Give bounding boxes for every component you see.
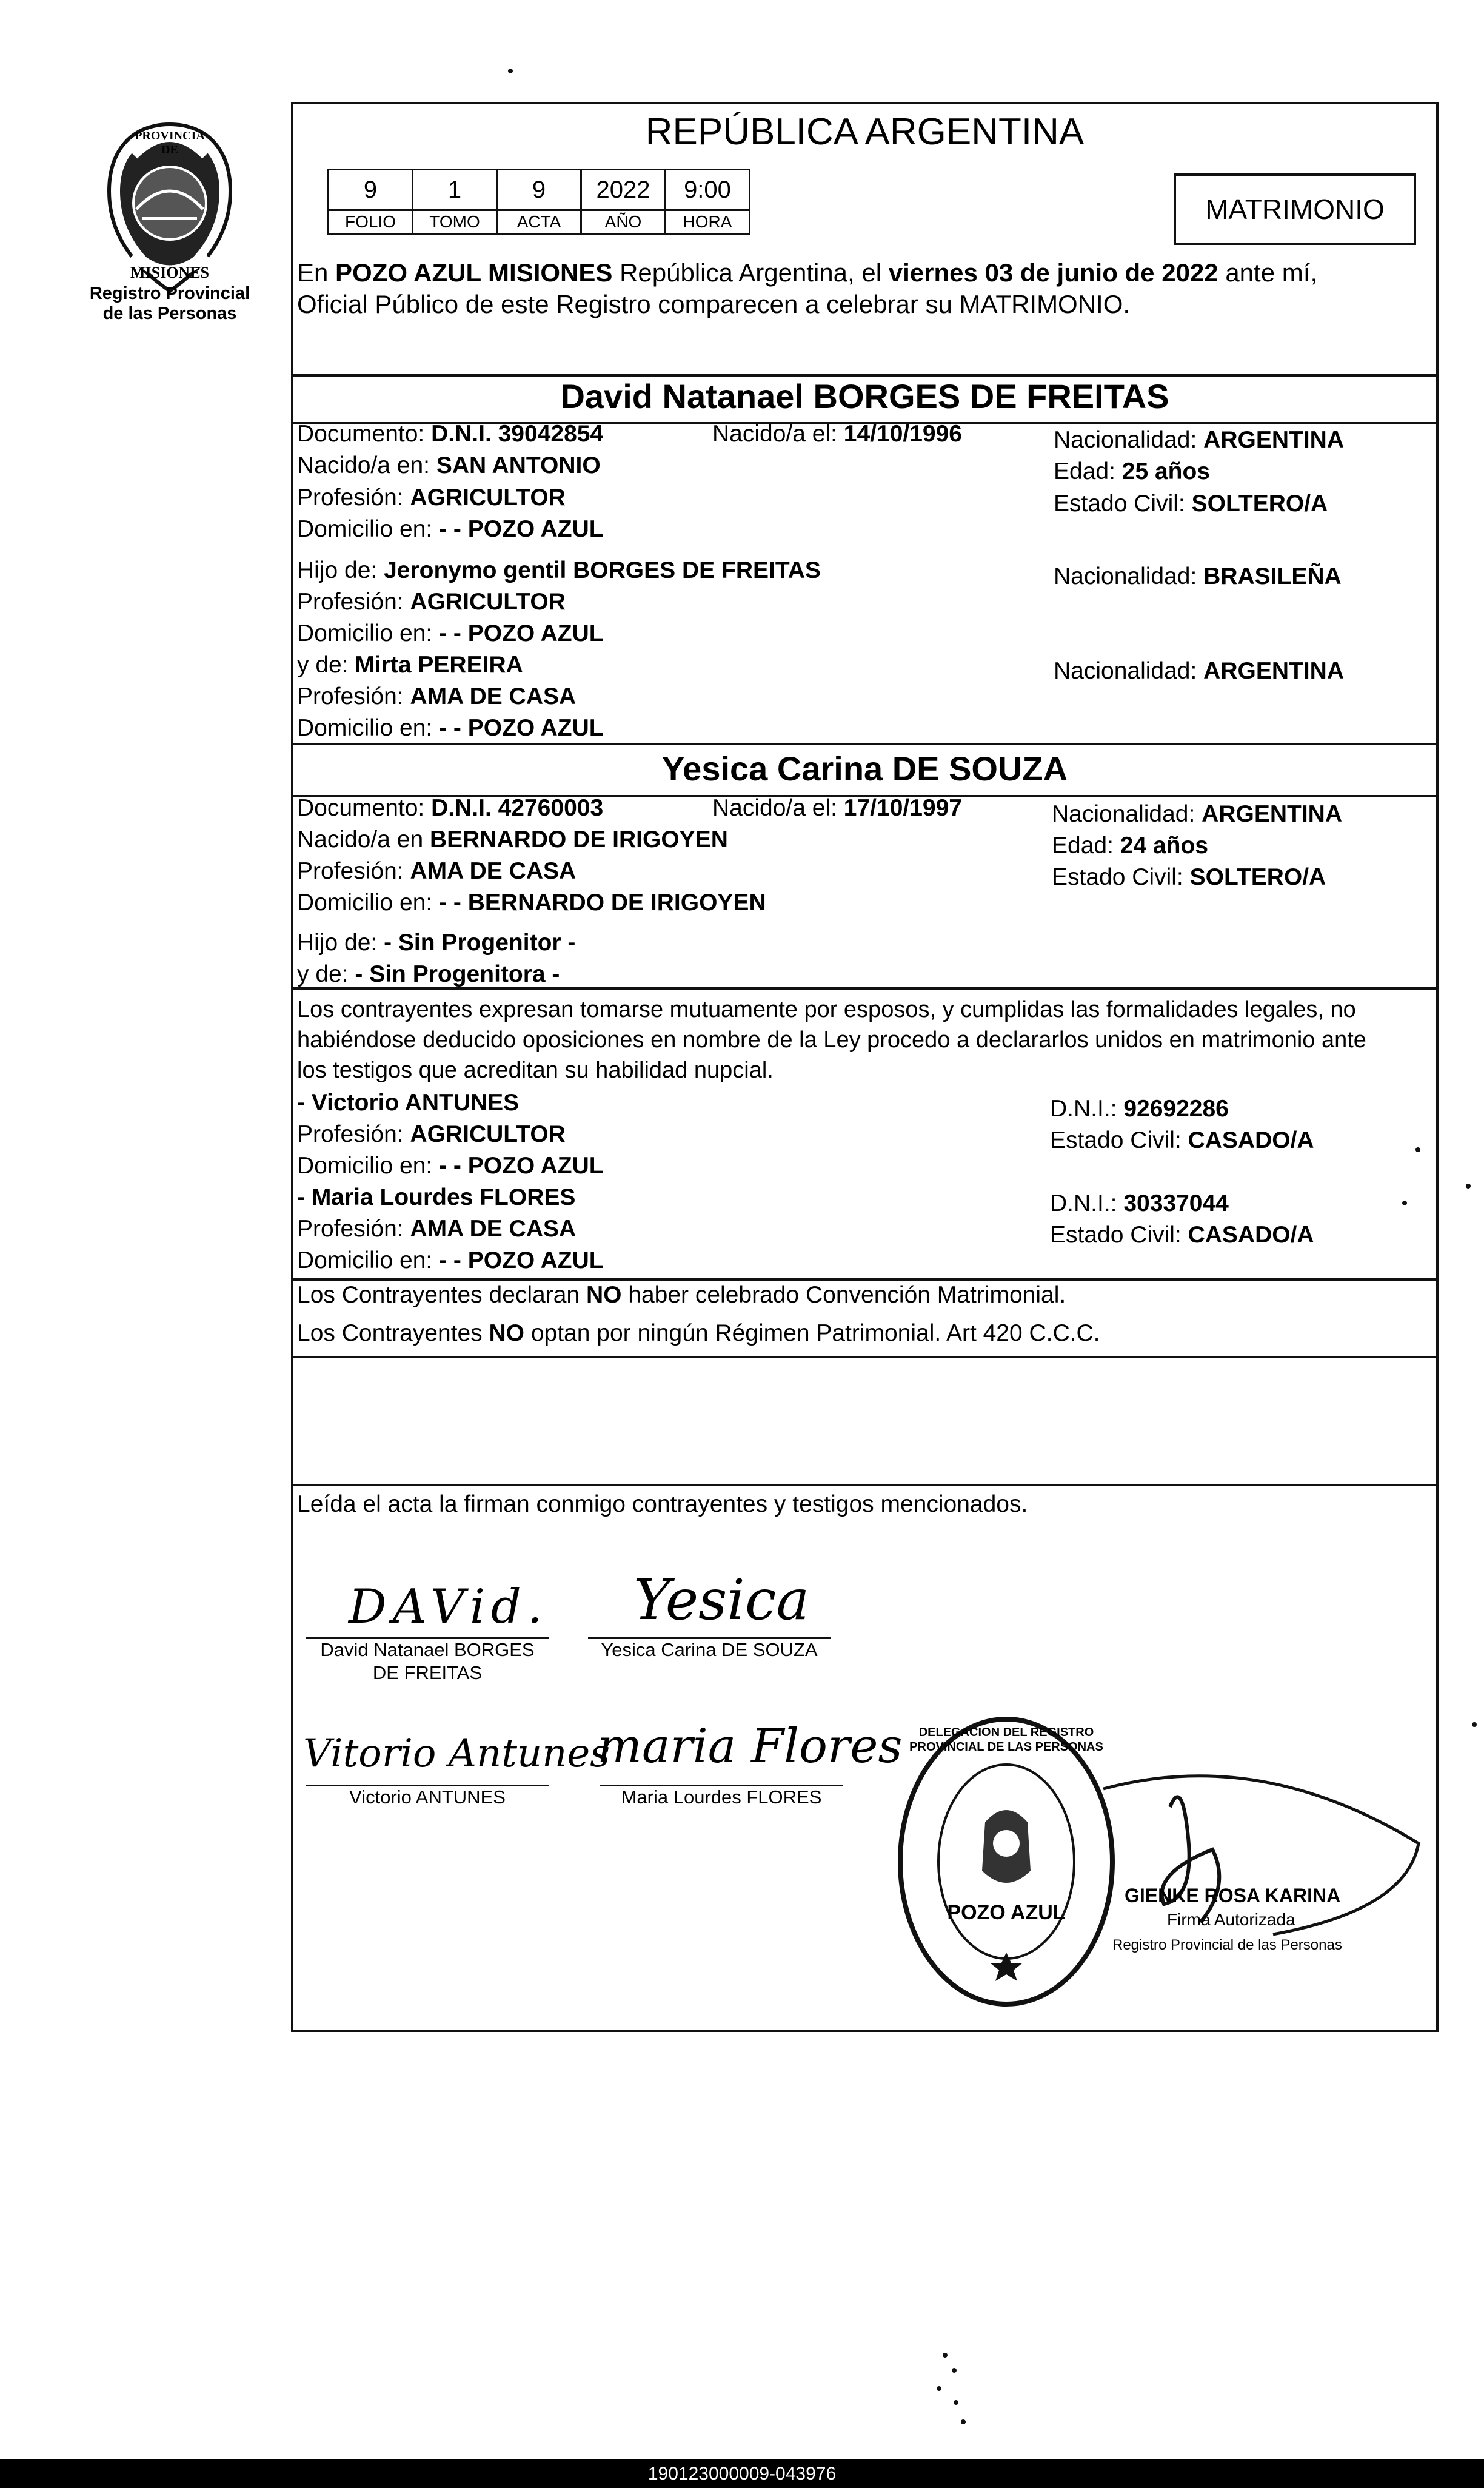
divider [291,374,1439,377]
folio-value: 9 [329,170,413,210]
spouse2-prof: Profesión: AMA DE CASA [297,858,577,884]
regime-line1: Los Contrayentes declaran NO haber celebrado Convención Matrimonial. [297,1282,1066,1308]
spouse1-civil: Estado Civil: SOLTERO/A [1054,491,1328,517]
seal-text-bottom: MISIONES [130,264,210,281]
scan-speck [508,69,513,73]
witness1-addr: Domicilio en: - - POZO AZUL [297,1153,604,1179]
acta-label: ACTA [497,210,581,234]
closing-text: Leída el acta la firman conmigo contrayentes y testigos mencionados. [297,1491,1028,1517]
signature-victorio-scribble: Vitorio Antunes [303,1731,610,1776]
regime-line2: Los Contrayentes NO optan por ningún Régimen Patrimonial. Art 420 C.C.C. [297,1320,1100,1346]
spouse1-mother: y de: Mirta PEREIRA [297,652,523,678]
intro-line2: Oficial Público de este Registro comparecen a celebrar su MATRIMONIO. [297,290,1131,318]
spouse1-father-prof: Profesión: AGRICULTOR [297,589,566,615]
spouse2-nat: Nacionalidad: ARGENTINA [1052,801,1343,827]
doc-type-box: MATRIMONIO [1174,173,1416,245]
divider [291,1278,1439,1281]
intro-place: POZO AZUL MISIONES [335,258,613,287]
scan-speck [961,2419,966,2424]
spouse1-age: Edad: 25 años [1054,458,1211,485]
official-org: Registro Provincial de las Personas [1112,1937,1342,1953]
footer-code: 190123000009-043976 [0,2459,1484,2488]
spouse1-doc: Documento: D.N.I. 39042854 [297,421,604,447]
registry-label-line2: de las Personas [102,304,237,323]
signature-david-label1: David Natanael BORGES [320,1639,535,1660]
stamp-ring-text: DELEGACION DEL REGISTRO PROVINCIAL DE LAS PERSONAS [909,1726,1103,1754]
divider [291,1356,1439,1358]
witness1-dni: D.N.I.: 92692286 [1050,1096,1229,1122]
hora-value: 9:00 [666,170,750,210]
spouse1-father-nat: Nacionalidad: BRASILEÑA [1054,563,1342,589]
spouse2-mother: y de: - Sin Progenitora - [297,961,560,987]
seal-text-top: PROVINCIA DE [135,129,205,156]
witness1-prof: Profesión: AGRICULTOR [297,1121,566,1147]
intro-paragraph [297,257,1437,320]
scan-speck [1466,1184,1471,1189]
official-name: GIENKE ROSA KARINA [1125,1885,1341,1906]
registry-stamp-icon [894,1713,1118,2010]
witness2-civil: Estado Civil: CASADO/A [1050,1222,1314,1248]
ano-label: AÑO [581,210,666,234]
registry-stamp [894,1713,1118,2010]
witness2-dni: D.N.I.: 30337044 [1050,1190,1229,1216]
spouse2-born: Nacido/a el: 17/10/1997 [712,795,962,821]
witness2-name: - Maria Lourdes FLORES [297,1184,576,1210]
hora-label: HORA [666,210,750,234]
stamp-center-text: POZO AZUL [947,1901,1066,1924]
official-role: Firma Autorizada [1167,1910,1295,1929]
scan-speck [1415,1147,1420,1152]
record-fields-table [327,169,750,235]
spouse1-addr: Domicilio en: - - POZO AZUL [297,516,604,542]
spouse2-addr: Domicilio en: - - BERNARDO DE IRIGOYEN [297,890,766,916]
country-title: REPÚBLICA ARGENTINA [645,111,1085,153]
spouse2-name: Yesica Carina DE SOUZA [661,749,1068,788]
spouse1-birthplace: Nacido/a en: SAN ANTONIO [297,452,601,478]
registry-label [67,284,273,324]
tomo-value: 1 [413,170,497,210]
signature-david-label2: DE FREITAS [372,1662,483,1683]
divider [291,1484,1439,1486]
scan-speck [937,2386,941,2391]
signature-maria-label: Maria Lourdes FLORES [621,1786,822,1808]
tomo-label: TOMO [413,210,497,234]
spouse1-name: David Natanael BORGES DE FREITAS [560,377,1169,415]
witness2-addr: Domicilio en: - - POZO AZUL [297,1247,604,1273]
scan-speck [954,2400,958,2405]
spouse2-age: Edad: 24 años [1052,833,1209,859]
spouse1-mother-addr: Domicilio en: - - POZO AZUL [297,715,604,741]
spouse2-doc: Documento: D.N.I. 42760003 [297,795,604,821]
scan-speck [952,2368,957,2373]
divider [291,743,1439,745]
folio-label: FOLIO [329,210,413,234]
signature-victorio-label: Victorio ANTUNES [349,1786,506,1808]
witness2-prof: Profesión: AMA DE CASA [297,1216,577,1242]
spouse1-father-addr: Domicilio en: - - POZO AZUL [297,620,604,646]
spouse1-nat: Nacionalidad: ARGENTINA [1054,427,1345,453]
witness1-name: - Victorio ANTUNES [297,1090,520,1116]
spouse2-civil: Estado Civil: SOLTERO/A [1052,864,1326,890]
ano-value: 2022 [581,170,666,210]
signature-yesica-scribble: Yesica [633,1568,810,1632]
intro-line1: En POZO AZUL MISIONES República Argentina, el viernes 03 de junio de 2022 ante mí, [297,258,1318,287]
logo [91,118,249,300]
spouse2-father: Hijo de: - Sin Progenitor - [297,930,576,956]
registry-label-line1: Registro Provincial [89,284,250,303]
spouse1-mother-nat: Nacionalidad: ARGENTINA [1054,658,1345,684]
spouse1-prof: Profesión: AGRICULTOR [297,485,566,511]
signature-david-scribble: DAVid. [349,1580,549,1634]
scan-speck [943,2353,948,2358]
scan-speck [1472,1722,1477,1727]
spouse2-birthplace: Nacido/a en BERNARDO DE IRIGOYEN [297,827,728,853]
signature-yesica-label: Yesica Carina DE SOUZA [601,1639,818,1660]
spouse1-father: Hijo de: Jeronymo gentil BORGES DE FREITAS [297,557,821,583]
scan-speck [1402,1201,1407,1205]
acta-value: 9 [497,170,581,210]
spouse1-born: Nacido/a el: 14/10/1996 [712,421,962,447]
witness1-civil: Estado Civil: CASADO/A [1050,1127,1314,1153]
declaration: Los contrayentes expresan tomarse mutuamente por esposos, y cumplidas las formalidades legales, no habiéndose deducido oposiciones en nombre de la Ley procedo a declararlos unidos en matrimonio ante los testigos que acreditan su habilidad nupcial. [297,997,1366,1083]
spouse1-mother-prof: Profesión: AMA DE CASA [297,683,577,709]
intro-date: viernes 03 de junio de 2022 [888,258,1218,287]
divider [291,987,1439,990]
signature-maria-scribble: maria Flores [597,1719,903,1774]
